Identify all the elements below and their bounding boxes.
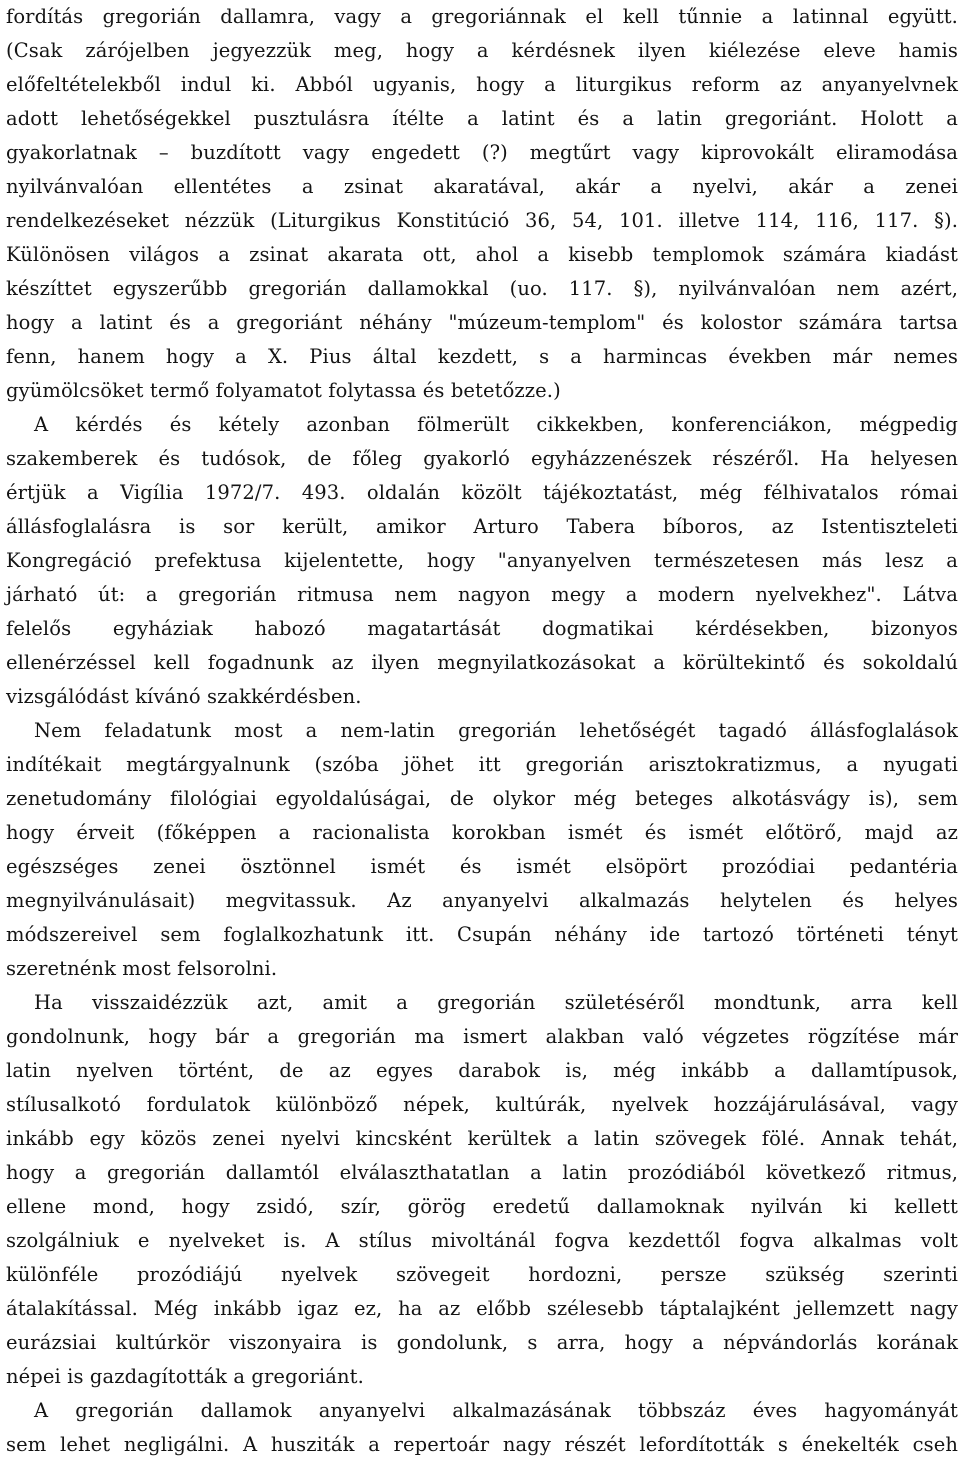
text-line: zenetudomány filológiai egyoldalúságai, de olykor még beteges alkotásvágy is), sem	[6, 787, 958, 810]
text-line: szakemberek és tudósok, de főleg gyakorló egyházzenészek részéről. Ha helyesen	[6, 447, 958, 470]
text-line: Ha visszaidézzük azt, amit a gregorián születéséről mondtunk, arra kell	[34, 991, 958, 1014]
text-line: ellenérzéssel kell fogadnunk az ilyen megnyilatkozásokat a körültekintő és sokoldalú	[6, 651, 958, 674]
text-line: fenn, hanem hogy a X. Pius által kezdett, s a harmincas években már nemes	[6, 345, 958, 368]
text-line: stílusalkotó fordulatok különböző népek, kultúrák, nyelvek hozzájárulásával, vagy	[6, 1093, 958, 1116]
text-line: fordítás gregorián dallamra, vagy a gregoriánnak el kell tűnnie a latinnal együtt.	[6, 5, 958, 28]
text-line: indítékait megtárgyalnunk (szóba jöhet itt gregorián arisztokratizmus, a nyugati	[6, 753, 958, 776]
text-line: módszereivel sem foglalkozhatunk itt. Csupán néhány ide tartozó történeti tényt	[6, 923, 958, 946]
text-line: járható út: a gregorián ritmusa nem nagyon megy a modern nyelvekhez". Látva	[6, 583, 958, 606]
text-line: A gregorián dallamok anyanyelvi alkalmazásának többszáz éves hagyományát	[34, 1399, 958, 1422]
text-line: vizsgálódást kívánó szakkérdésben.	[6, 685, 362, 708]
text-line: hogy a gregorián dallamtól elválaszthatatlan a latin prozódiából következő ritmus,	[6, 1161, 958, 1184]
text-line: Kongregáció prefektusa kijelentette, hogy "anyanyelven természetesen más lesz a	[6, 549, 958, 572]
text-line: sem lehet negligálni. A husziták a repertoár nagy részét lefordították s énekelték cseh	[6, 1433, 958, 1456]
text-line: gondolnunk, hogy bár a gregorián ma ismert alakban való végzetes rögzítése már	[6, 1025, 958, 1048]
text-line: előfeltételekből indul ki. Abból ugyanis, hogy a liturgikus reform az anyanyelvnek	[6, 73, 958, 96]
text-line: átalakítással. Még inkább igaz ez, ha az előbb szélesebb táptalajként jellemzett nagy	[6, 1297, 958, 1320]
text-line: hogy érveit (főképpen a racionalista korokban ismét és ismét előtörő, majd az	[6, 821, 958, 844]
text-line: ellene mond, hogy zsidó, szír, görög eredetű dallamoknak nyilván ki kellett	[6, 1195, 958, 1218]
paragraph-5	[6, 1394, 958, 1462]
text-line: gyümölcsöket termő folyamatot folytassa és betetőzze.)	[6, 379, 561, 402]
text-line: szeretnénk most felsorolni.	[6, 957, 278, 980]
text-line: adott lehetőségekkel pusztulásra ítélte a latint és a latin gregoriánt. Holott a	[6, 107, 958, 130]
text-line: nyilvánvalóan ellentétes a zsinat akaratával, akár a nyelvi, akár a zenei	[6, 175, 958, 198]
text-line: különféle prozódiájú nyelvek szövegeit hordozni, persze szükség szerinti	[6, 1263, 958, 1286]
paragraph-4	[6, 986, 958, 1394]
text-line: felelős egyháziak habozó magatartását dogmatikai kérdésekben, bizonyos	[6, 617, 958, 640]
text-line: szolgálniuk e nyelveket is. A stílus mivoltánál fogva kezdettől fogva alkalmas volt	[6, 1229, 958, 1252]
text-line: megnyilvánulásait) megvitassuk. Az anyanyelvi alkalmazás helytelen és helyes	[6, 889, 958, 912]
text-line: A kérdés és kétely azonban fölmerült cikkekben, konferenciákon, mégpedig	[34, 413, 958, 436]
paragraph-3	[6, 714, 958, 986]
text-line: népei is gazdagították a gregoriánt.	[6, 1365, 364, 1388]
text-line: Nem feladatunk most a nem-latin gregorián lehetőségét tagadó állásfoglalások	[34, 719, 958, 742]
text-line: eurázsiai kultúrkör viszonyaira is gondolunk, s arra, hogy a népvándorlás korának	[6, 1331, 958, 1354]
text-line: inkább egy közös zenei nyelvi kincsként kerültek a latin szövegek fölé. Annak tehát,	[6, 1127, 958, 1150]
paragraph-1	[6, 0, 958, 408]
document-page	[6, 0, 958, 1462]
text-line: Különösen világos a zsinat akarata ott, ahol a kisebb templomok számára kiadást	[6, 243, 958, 266]
text-line: állásfoglalásra is sor került, amikor Arturo Tabera bíboros, az Istentiszteleti	[6, 515, 958, 538]
paragraph-2	[6, 408, 958, 714]
text-line: egészséges zenei ösztönnel ismét és ismét elsöpört prozódiai pedantéria	[6, 855, 958, 878]
text-line: értjük a Vigília 1972/7. 493. oldalán közölt tájékoztatást, még félhivatalos római	[6, 481, 958, 504]
text-line: latin nyelven történt, de az egyes darabok is, még inkább a dallamtípusok,	[6, 1059, 958, 1082]
text-line: készíttet egyszerűbb gregorián dallamokkal (uo. 117. §), nyilvánvalóan nem azért,	[6, 277, 958, 300]
text-line: rendelkezéseket nézzük (Liturgikus Konstitúció 36, 54, 101. illetve 114, 116, 117. §).	[6, 209, 958, 232]
text-line: hogy a latint és a gregoriánt néhány "múzeum-templom" és kolostor számára tartsa	[6, 311, 958, 334]
text-line: gyakorlatnak – buzdított vagy engedett (?) megtűrt vagy kiprovokált eliramodása	[6, 141, 958, 164]
text-line: (Csak zárójelben jegyezzük meg, hogy a kérdésnek ilyen kiélezése eleve hamis	[6, 39, 958, 62]
